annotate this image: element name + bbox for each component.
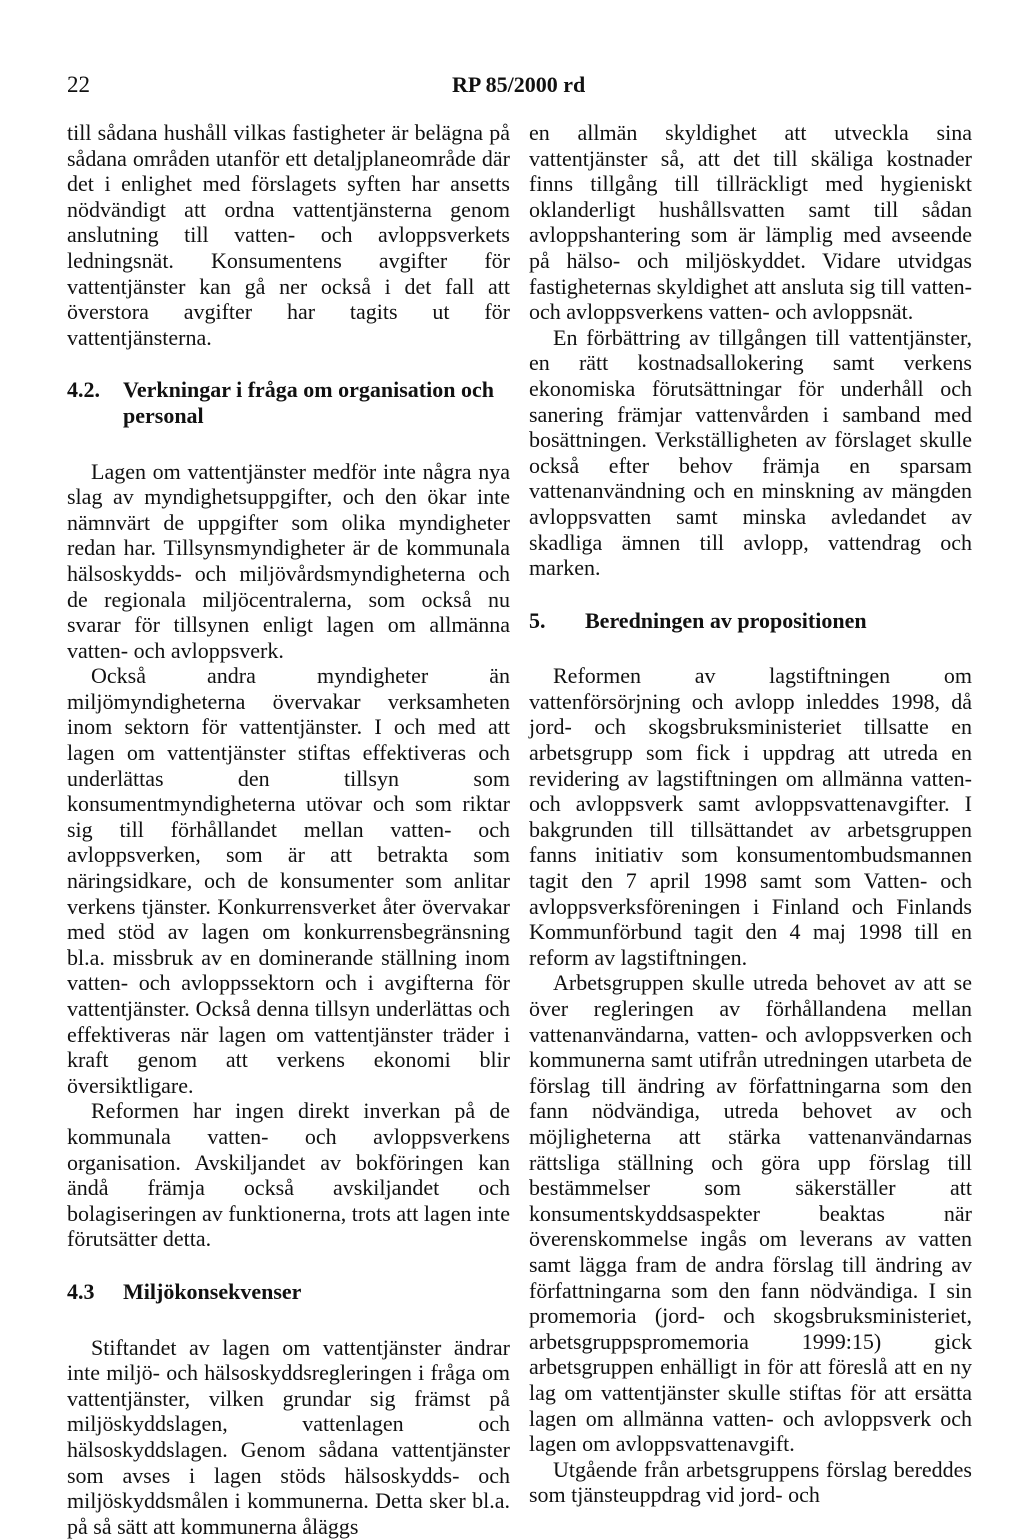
paragraph: Arbetsgruppen skulle utreda behovet av att se över regleringen av förhållandena mellan vattenanvändarna, vatten- och avloppsverken och kommunerna samt utifrån utredningen utarbeta de förslag till ändring av författningarna som den fann nödvändiga, utreda behovet av och möjligheterna att stärka vattenanvändarnas rättsliga ställning och göra upp förslag till bestämmelser som säkerställer att konsumentskyddsaspekter beaktas när överenskommelse ingås om leverans av vatten samt lägga fram de andra förslag till ändring av författningarna som den fann nödvändiga. I sin promemoria (jord- och skogsbruksministeriet, arbetsgruppspromemoria 1999:15) gick arbetsgruppen enhälligt in för att föreslå att en ny lag om vattentjänster skulle stiftas för att ersätta lagen om allmänna vatten- och avloppsverk och lagen om avloppsvattenavgift. bbox=[529, 970, 972, 1457]
section-heading-4-2 bbox=[67, 377, 510, 428]
paragraph: en allmän skyldighet att utveckla sina vattentjänster så, att det till skäliga kostnader finns tillgång till tillräckligt med hygieniskt oklanderligt hushållsvatten samt till sådan avloppshantering som är lämplig med avseende på hälso- och miljöskyddet. Vidare utvidgas fastigheternas skyldighet att ansluta sig till vatten- och avloppsverkens vatten- och avloppsnät. bbox=[529, 120, 972, 325]
section-title: Verkningar i fråga om organisation och personal bbox=[123, 377, 494, 428]
page-number: 22 bbox=[67, 72, 90, 97]
right-column bbox=[529, 120, 972, 1508]
paragraph: Lagen om vattentjänster medför inte några nya slag av myndighetsuppgifter, och den ökar inte nämnvärt de uppgifter som olika myndigheter redan har. Tillsynsmyndigheter är de kommunala hälsoskydds- och miljövårdsmyndigheterna och de regionala miljöcentralerna, som också nu svarar för tillsynen enligt lagen om allmänna vatten- och avloppsverk. bbox=[67, 458, 510, 663]
section-number: 4.3 bbox=[67, 1278, 95, 1304]
paragraph: En förbättring av tillgången till vattentjänster, en rätt kostnadsallokering samt verkens ekonomiska förutsättningar för underhåll och sanering främjar vattenvården i samband med bosättningen. Verkställigheten av förslaget skulle också efter behov främja en sparsam vattenanvändning och en minskning av mängden avloppsvatten samt minska avledandet av skadliga ämnen till avlopp, vattendrag och marken. bbox=[529, 324, 972, 581]
section-title: Miljökonsekvenser bbox=[123, 1278, 302, 1304]
paragraph: Också andra myndigheter än miljömyndigheterna övervakar verksamheten inom sektorn för vattentjänster. I och med att lagen om vattentjänster stiftas effektiveras och underlättas den tillsyn som konsumentmyndigheterna utövar och som riktar sig till förhållandet mellan vatten- och avloppsverken, som är att betrakta som näringsidkare, och de konsumenter som anlitar verkens tjänster. Konkurrensverket åter övervakar med stöd av lagen om konkurrensbegränsning bl.a. missbruk av en dominerande ställning inom vatten- och avloppssektorn och i avgifterna för vattentjänster. Också denna tillsyn underlättas och effektiveras när lagen om vattentjänster träder i kraft genom att verkens ekonomi blir översiktligare. bbox=[67, 663, 510, 1098]
paragraph: till sådana hushåll vilkas fastigheter är belägna på sådana områden utanför ett detaljplaneområde där det i enlighet med förslagets syften har ansetts nödvändigt att ordna vattentjänsterna genom anslutning till vatten- och avloppsverkets ledningsnät. Konsumentens avgifter för vattentjänster kan gå ner också i det fall att överstora avgifter har tagits ut för vattentjänsterna. bbox=[67, 120, 510, 350]
paragraph: Reformen av lagstiftningen om vattenförsörjning och avlopp inleddes 1998, då jord- och skogsbruksministeriet tillsatte en arbetsgrupp som fick i uppdrag att utreda en revidering av lagstiftningen om allmänna vatten- och avloppsverk samt avloppsvattenavgifter. I bakgrunden till tillsättandet av arbetsgruppen fanns initiativ som konsumentombudsmannen tagit den 7 april 1998 samt som Vatten- och avloppsverksföreningen i Finland och Finlands Kommunförbund tagit den 4 maj 1998 till en reform av lagstiftningen. bbox=[529, 663, 972, 970]
section-heading-5 bbox=[529, 608, 972, 634]
left-column bbox=[67, 120, 510, 1539]
running-head: RP 85/2000 rd bbox=[452, 72, 586, 97]
paragraph: Stiftandet av lagen om vattentjänster ändrar inte miljö- och hälsoskyddsregleringen i fråga om vattentjänster, vilken grundar sig främst på miljöskyddslagen, vattenlagen och hälsoskyddslagen. Genom sådana vattentjänster som avses i lagen stöds hälsoskydds- och miljöskyddsmålen i kommunerna. Detta sker bl.a. på så sätt att kommunerna åläggs bbox=[67, 1334, 510, 1539]
section-title: Beredningen av propositionen bbox=[585, 607, 867, 633]
paragraph: Reformen har ingen direkt inverkan på de kommunala vatten- och avloppsverkens organisation. Avskiljandet av bokföringen kan ändå främja också avskiljandet och bolagiseringen av funktionerna, trots att lagen inte förutsätter detta. bbox=[67, 1098, 510, 1252]
section-number: 4.2. bbox=[67, 377, 100, 403]
section-number: 5. bbox=[529, 607, 546, 633]
section-heading-4-3 bbox=[67, 1279, 510, 1305]
paragraph: Utgående från arbetsgruppens förslag bereddes som tjänsteuppdrag vid jord- och bbox=[529, 1456, 972, 1508]
